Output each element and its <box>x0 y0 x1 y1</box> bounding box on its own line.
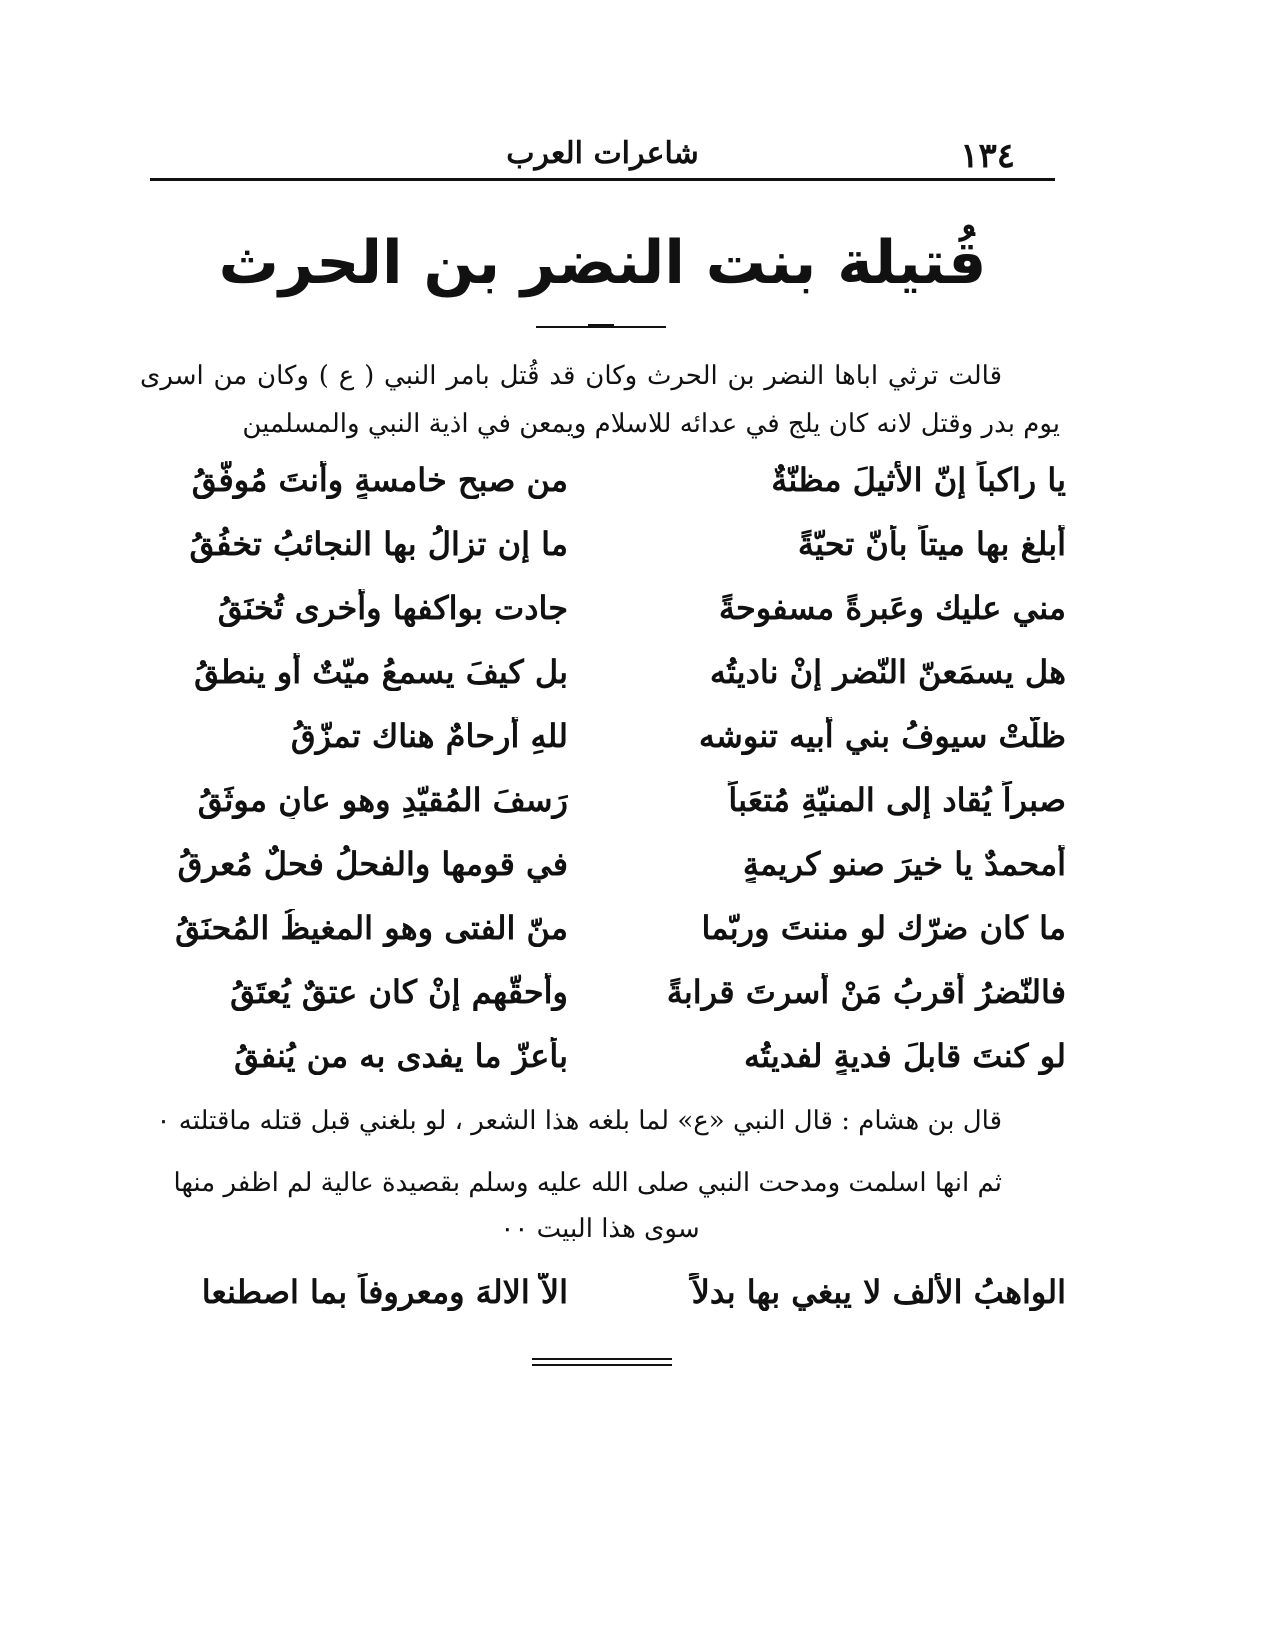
poem-verses <box>138 448 1066 1088</box>
verse-line <box>138 704 1066 768</box>
end-ornament-rule-top <box>532 1358 672 1360</box>
verse-second-hemistich: منّ الفتى وهو المغيظُ المُحنَقُ <box>175 909 568 947</box>
verse-line <box>138 832 1066 896</box>
intro-paragraph <box>140 352 1060 448</box>
verse-first-hemistich: ظلّتْ سيوفُ بني أَبيه تنوشه <box>698 717 1066 755</box>
verse-second-hemistich: وأحقّهم إنْ كان عتقٌ يُعتَقُ <box>230 973 568 1011</box>
verse-second-hemistich: ما إن تزالُ بها النجائبُ تخفُقُ <box>189 525 568 563</box>
verse-second-hemistich: بأعزّ ما يفدى به من يُنفقُ <box>234 1037 568 1075</box>
verse-line <box>138 640 1066 704</box>
verse-first-hemistich: مني عليك وعَبرةً مسفوحةً <box>718 589 1066 627</box>
verse-first-hemistich: فالنّضرُ أقربُ مَنْ أسرتَ قرابةً <box>666 973 1066 1011</box>
ibn-hisham-note: قال بن هشام : قال النبي «ع» لما بلغه هذا الشعر ، لو بلغني قبل قتله ماقتلته ٠ <box>156 1106 1002 1136</box>
conversion-note <box>140 1160 1060 1252</box>
verse-first-hemistich: ما كان ضرّك لو مننتَ وربّما <box>701 909 1066 947</box>
conversion-note-end: سوى هذا البيت ٠٠ <box>500 1214 700 1244</box>
running-header <box>150 128 1055 180</box>
verse-first-hemistich: يا راكباً إنّ الأُثيلَ مظنّةٌ <box>771 461 1066 499</box>
verse-line <box>138 576 1066 640</box>
verse-line <box>138 768 1066 832</box>
final-verse-second-hemistich: الاّ الالهَ ومعروفاً بما اصطنعا <box>201 1273 568 1311</box>
verse-first-hemistich: أبلغ بها ميتاً بأنّ تحيّةً <box>797 525 1066 563</box>
verse-second-hemistich: رَسفَ المُقيّدِ وهو عانٍ موثَقُ <box>197 781 568 819</box>
verse-first-hemistich: أمحمدٌ يا خيرَ صنوِ كريمةٍ <box>742 845 1066 883</box>
final-verse-line <box>138 1262 1066 1322</box>
title-ornament-center <box>588 324 614 328</box>
end-ornament-rule-bottom <box>532 1364 672 1366</box>
verse-second-hemistich: في قومها والفحلُ فحلٌ مُعرِقُ <box>177 845 568 883</box>
verse-line <box>138 960 1066 1024</box>
book-title: شاعرات العرب <box>506 136 699 171</box>
verse-line <box>138 1024 1066 1088</box>
verse-second-hemistich: من صبح خامسةٍ وأنتَ مُوفّقُ <box>191 461 568 499</box>
chapter-title: قُتيلة بنت النضر بن الحرث <box>218 228 987 298</box>
verse-first-hemistich: هل يسمَعنّ النّضر إنْ ناديتُه <box>709 653 1066 691</box>
verse-second-hemistich: جادت بواكفها وأُخرى تُخنَقُ <box>217 589 568 627</box>
verse-line <box>138 448 1066 512</box>
intro-text: قالت ترثي اباها النضر بن الحرث وكان قد قُتل بامر النبي ( ع ) وكان من اسرى يوم بدر وقتل لانه كان يلج في عدائه للاسلام ويمعن في اذية النبي والمسلمين <box>140 361 1060 439</box>
conversion-note-text: ثم انها اسلمت ومدحت النبي صلى الله عليه وسلم بقصيدة عالية لم اظفر منها <box>173 1168 1002 1198</box>
verse-second-hemistich: بل كيفَ يسمعُ ميّتٌ أو ينطقُ <box>194 653 568 691</box>
verse-first-hemistich: لو كنتَ قابلَ فديةٍ لفديتُه <box>744 1037 1066 1075</box>
verse-first-hemistich: صبراً يُقاد إلى المنيّةِ مُتعَباً <box>728 781 1066 819</box>
page-number: ١٣٤ <box>960 136 1015 176</box>
header-rule <box>150 178 1055 181</box>
final-verse-first-hemistich: الواهبُ الألف لا يبغي بها بدلاً <box>691 1273 1066 1311</box>
verse-second-hemistich: للهِ أرحامٌ هناك تمزّقُ <box>290 717 568 755</box>
verse-line <box>138 512 1066 576</box>
verse-line <box>138 896 1066 960</box>
